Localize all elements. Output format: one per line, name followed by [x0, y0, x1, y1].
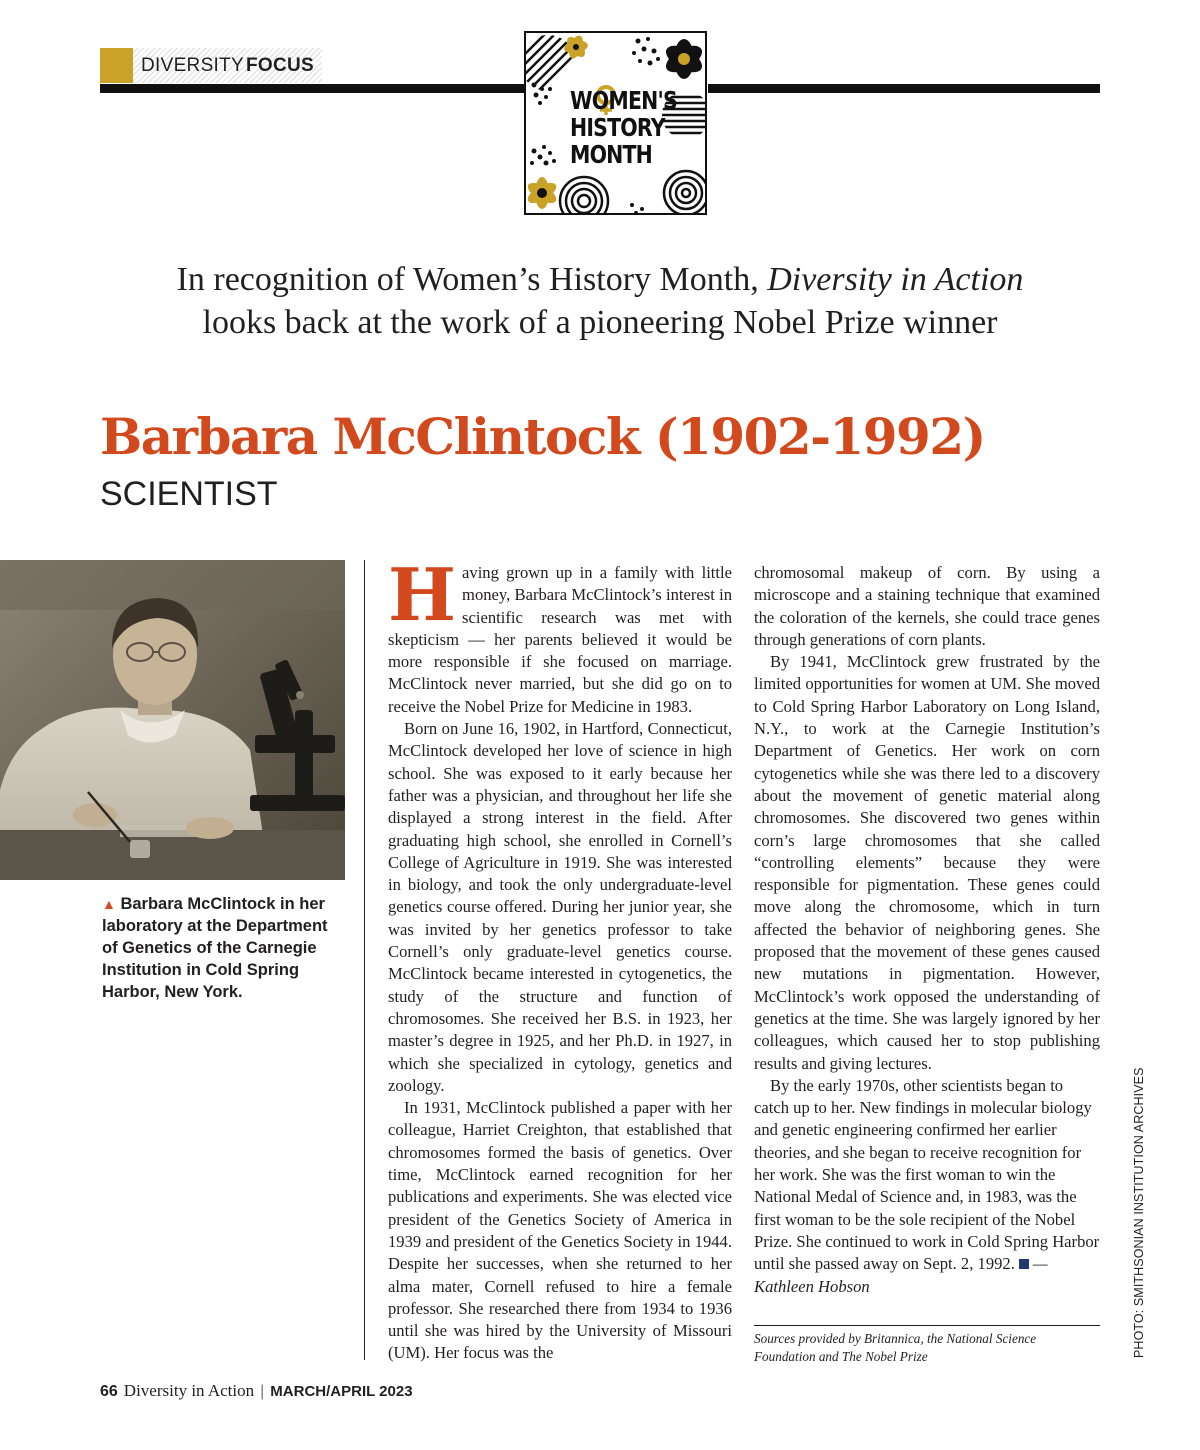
footer-separator: | [260, 1383, 265, 1400]
article-paragraph-4: By 1941, McClintock grew frustrated by the limited opportunities for women at UM. She moved to Cold Spring Harbor Laboratory on Long Island, N.Y., to work at the Carnegie Institution’s Department of Genetics. Her work on corn cytogenetics while she was there led to a discovery about the movement of genetic material along chromosomes. She discovered two genes within corn’s large chromosomes that she called “controlling elements” because they were responsible for pigmentation. These genes could move along the chromosome, which in turn affected the behavior of neighboring genes. She proposed that the movement of these genes caused new mutations in pigmentation. However, McClintock’s work opposed the understanding of genetics at the time. She was largely ignored by her colleagues, which caused her to stop publishing results and giving lectures. [754, 652, 1100, 1073]
deck-line-1-text: In recognition of Women’s History Month, [176, 261, 768, 298]
article-paragraph-1 [388, 552, 732, 718]
footer-issue-date: MARCH/APRIL 2023 [270, 1383, 413, 1400]
section-tag-label [133, 48, 322, 83]
footer-magazine-name: Diversity in Action [123, 1381, 255, 1400]
section-tag-swatch [100, 48, 133, 83]
section-tag-bold: FOCUS [246, 54, 314, 76]
portrait-photo [0, 560, 345, 880]
photo-caption [102, 893, 347, 1003]
drop-cap: H [388, 552, 457, 637]
caption-triangle-icon: ▲ [102, 896, 116, 912]
column-rule [364, 560, 365, 1360]
paragraph-1-text: aving grown up in a family with little money, Barbara McClintock’s interest in scientific research was met with skepticism — her parents believed it would be more responsible if she focused on marriage. McClintock never married, but she did go on to receive the Nobel Prize for Medicine in 1983. [388, 563, 732, 716]
sources-note: Sources provided by Britannica, the National Science Foundation and The Nobel Prize [754, 1331, 1037, 1364]
byline: — Kathleen Hobson [754, 1254, 1048, 1296]
badge-text [570, 86, 677, 169]
article-paragraph-2: Born on June 16, 1902, in Hartford, Connecticut, McClintock developed her love of science in high school. She was exposed to it early because her father was a physician, and throughout her life she displayed a strong interest in the field. After graduating high school, she enrolled in Cornell’s College of Agriculture in 1919. She was interested in biology, and took the only undergraduate-level genetics course offered. During her junior year, she was invited by her genetics professor to take Cornell’s only graduate-level genetics course. McClintock became interested in cytogenetics, the study of the structure and function of chromosomes. She received her B.S. in 1923, her master’s degree in 1925, and her Ph.D. in 1927, in which she specialized in cytology, genetics and zoology. [388, 719, 732, 1095]
section-tag [100, 48, 322, 83]
photo-caption-text: Barbara McClintock in her laboratory at the Department of Genetics of the Carnegie Institution in Cold Spring Harbor, New York. [102, 895, 328, 1001]
article-paragraph-5 [754, 1075, 1100, 1298]
article-column-2 [754, 562, 1100, 1298]
badge-line-3: MONTH [570, 140, 653, 169]
header-rule-left [100, 84, 524, 93]
sources-rule [754, 1325, 1100, 1326]
deck [100, 258, 1100, 344]
badge-line-2: HISTORY [570, 113, 665, 142]
article-column-1 [388, 552, 732, 1365]
article-title: Barbara McClintock (1902-1992) [100, 407, 985, 466]
end-mark-icon [1019, 1259, 1029, 1269]
article-subtitle: SCIENTIST [100, 475, 278, 513]
article-paragraph-3-continued: chromosomal makeup of corn. By using a microscope and a staining technique that examined the coloration of the kernels, she could trace genes through generations of corn plants. [754, 563, 1100, 649]
page-footer [100, 1381, 413, 1402]
section-tag-light: DIVERSITY [141, 54, 244, 76]
photo-credit: PHOTO: SMITHSONIAN INSTITUTION ARCHIVES [1132, 1067, 1146, 1358]
deck-magazine-name: Diversity in Action [767, 261, 1024, 298]
paragraph-5-text: By the early 1970s, other scientists began to catch up to her. New findings in molecular biology and genetic engineering confirmed her earlier theories, and she began to receive recognition for her work. She was the first woman to win the National Medal of Science and, in 1983, was the first woman to be the sole recipient of the Nobel Prize. She continued to work in Cold Spring Harbor until she passed away on Sept. 2, 1992. [754, 1075, 1100, 1274]
womens-history-month-badge [524, 31, 707, 215]
page-number: 66 [100, 1383, 118, 1400]
article-paragraph-3: In 1931, McClintock published a paper with her colleague, Harriet Creighton, that established that chromosomes formed the basis of genetics. Over time, McClintock earned recognition for her publications and experiments. She was elected vice president of the Genetics Society of America in 1939 and president of the Genetics Society in 1944. Despite her successes, when she returned to her alma mater, Cornell refused to hire a female professor. She researched there from 1934 to 1936 until she was hired by the University of Missouri (UM). Her focus was the [388, 1098, 732, 1363]
deck-line-2: looks back at the work of a pioneering Nobel Prize winner [202, 304, 998, 341]
badge-line-1: WOMEN'S [570, 86, 677, 115]
header-rule-right [708, 84, 1100, 93]
deck-line-1 [100, 258, 1100, 301]
